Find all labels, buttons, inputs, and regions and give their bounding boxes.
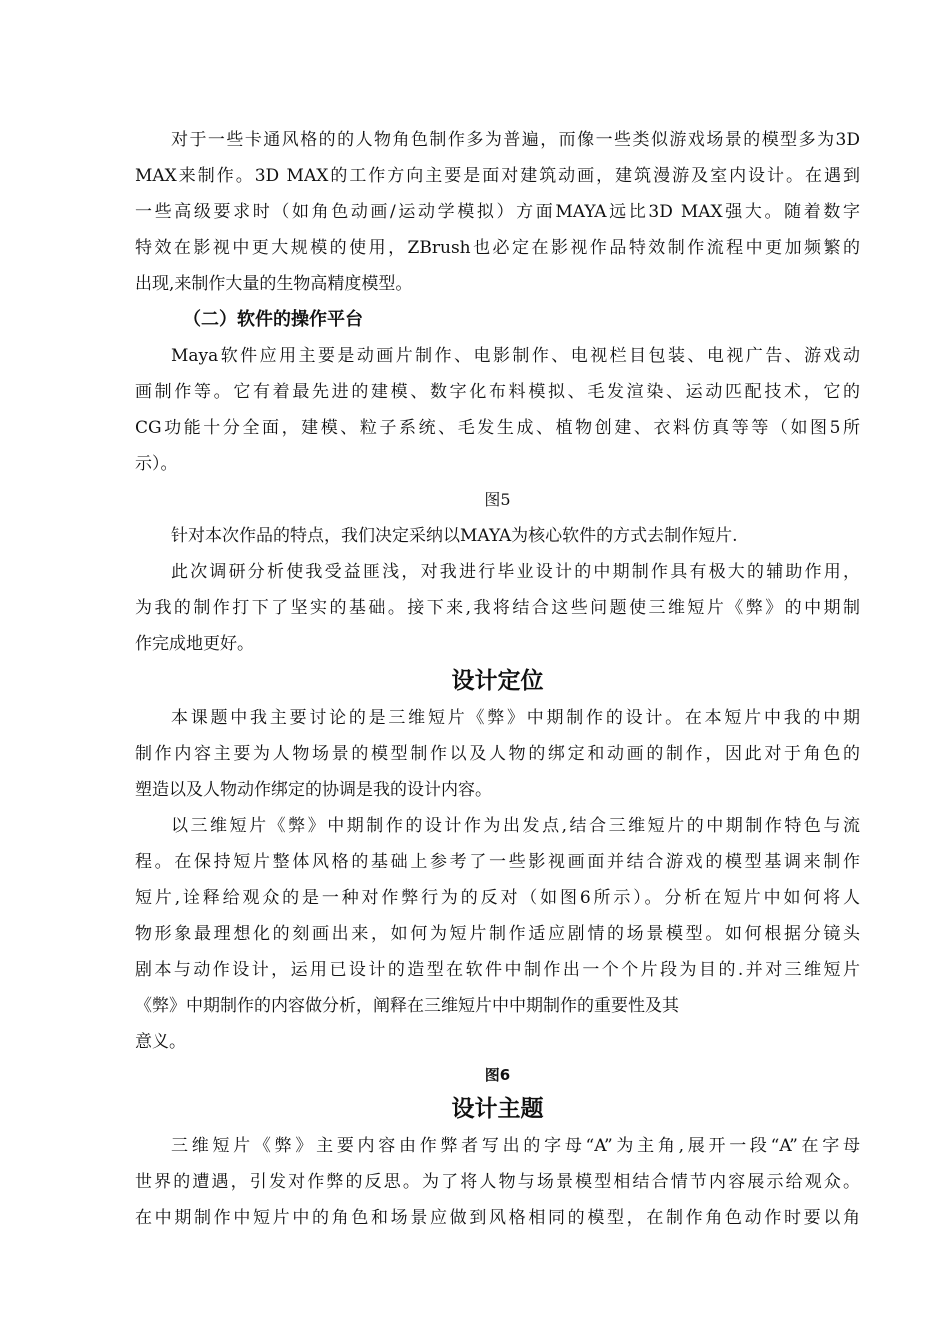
text-line: 为我的制作打下了坚实的基础。接下来,我将结合这些问题使三维短片《弊》的中期制 (135, 598, 860, 618)
text-line: 出现,来制作大量的生物高精度模型。 (135, 274, 413, 294)
paragraph (135, 518, 860, 554)
paragraph (135, 122, 860, 302)
text-line: CG功能十分全面，建模、粒子系统、毛发生成、植物创建、衣料仿真等等（如图5所 (135, 418, 860, 438)
section-heading: 设计定位 (451, 668, 544, 694)
text-line: 示）。 (135, 454, 178, 474)
section-heading: 设计主题 (451, 1096, 544, 1122)
paragraph (135, 554, 860, 662)
figure-caption: 图6 (484, 1066, 511, 1084)
text-line: 短片,诠释给观众的是一种对作弊行为的反对（如图6所示）。分析在短片中如何将人 (135, 888, 860, 908)
text-line: 制作内容主要为人物场景的模型制作以及人物的绑定和动画的制作，因此对于角色的 (135, 744, 860, 764)
text-line: 在中期制作中短片中的角色和场景应做到风格相同的模型，在制作角色动作时要以角 (135, 1208, 860, 1228)
text-line: 程。在保持短片整体风格的基础上参考了一些影视画面并结合游戏的模型基调来制作 (135, 852, 860, 872)
text-line: 此次调研分析使我受益匪浅，对我进行毕业设计的中期制作具有极大的辅助作用， (171, 562, 860, 582)
text-line: 特效在影视中更大规模的使用，ZBrush也必定在影视作品特效制作流程中更加频繁的 (135, 238, 860, 258)
paragraph (135, 1128, 860, 1236)
text-line: 本课题中我主要讨论的是三维短片《弊》中期制作的设计。在本短片中我的中期 (171, 708, 860, 728)
paragraph (135, 700, 860, 808)
document-page (135, 122, 860, 1236)
text-line: 画制作等。它有着最先进的建模、数字化布料模拟、毛发渲染、运动匹配技术，它的 (135, 382, 860, 402)
text-line: 作完成地更好。 (135, 634, 254, 654)
text-line: 意义。 (135, 1032, 186, 1052)
section-subheading: （二）软件的操作平台 (183, 309, 363, 330)
text-line: 一些高级要求时（如角色动画/运动学模拟）方面MAYA远比3D MAX强大。随着数字 (135, 202, 860, 222)
text-line: 物形象最理想化的刻画出来，如何为短片制作适应剧情的场景模型。如何根据分镜头 (135, 924, 860, 944)
paragraph (135, 808, 860, 1060)
figure-caption: 图5 (484, 490, 511, 509)
text-line: Maya软件应用主要是动画片制作、电影制作、电视栏目包装、电视广告、游戏动 (171, 346, 860, 366)
text-line: 以三维短片《弊》中期制作的设计作为出发点,结合三维短片的中期制作特色与流 (171, 816, 860, 836)
text-line: 塑造以及人物动作绑定的协调是我的设计内容。 (135, 780, 492, 800)
paragraph (135, 338, 860, 482)
text-line: 对于一些卡通风格的的人物角色制作多为普遍，而像一些类似游戏场景的模型多为3D (171, 130, 860, 150)
text-line: 世界的遭遇，引发对作弊的反思。为了将人物与场景模型相结合情节内容展示给观众。 (135, 1172, 860, 1192)
text-line: 三维短片《弊》主要内容由作弊者写出的字母“A”为主角,展开一段“A”在字母 (171, 1136, 860, 1156)
text-line: 《弊》中期制作的内容做分析，阐释在三维短片中中期制作的重要性及其 (135, 996, 679, 1016)
text-line: MAX来制作。3D MAX的工作方向主要是面对建筑动画，建筑漫游及室内设计。在遇到 (135, 166, 860, 186)
text-line: 剧本与动作设计，运用已设计的造型在软件中制作出一个个片段为目的.并对三维短片 (135, 960, 860, 980)
text-line: 针对本次作品的特点，我们决定采纳以MAYA为核心软件的方式去制作短片. (171, 526, 738, 546)
